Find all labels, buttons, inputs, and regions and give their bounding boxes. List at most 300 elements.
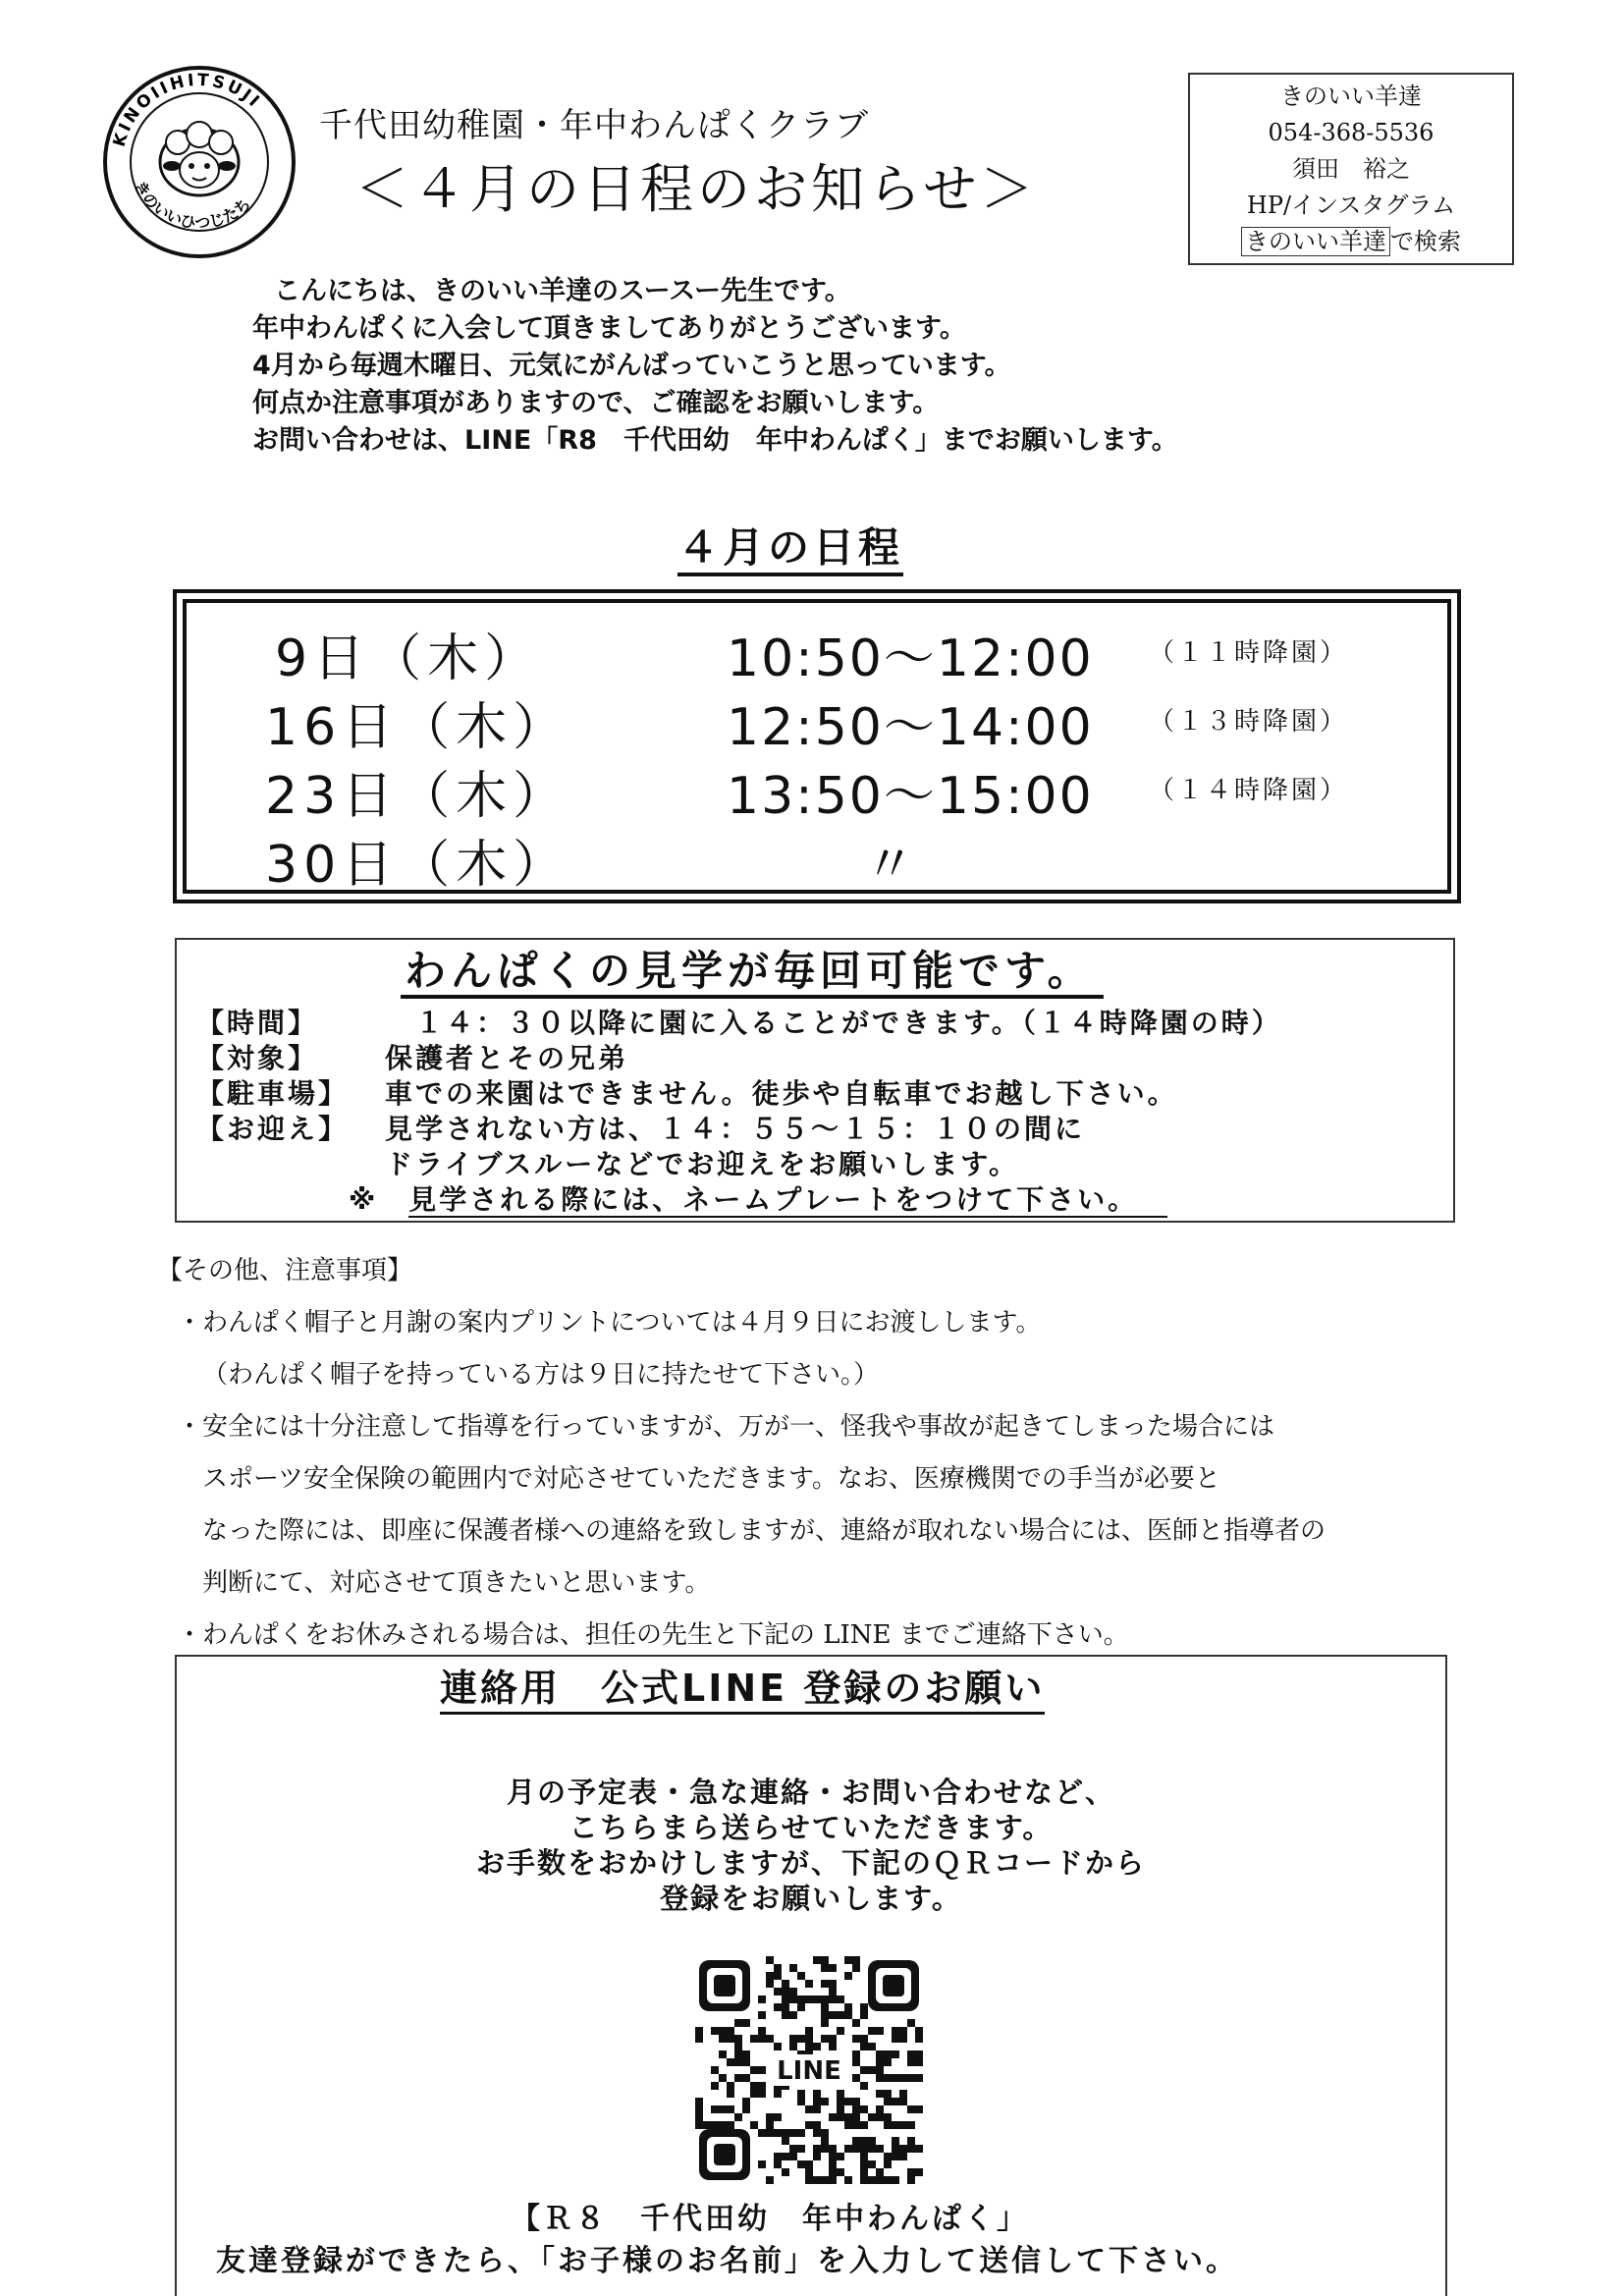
contact-name: きのいい羊達 (1280, 82, 1422, 110)
qr-module (915, 2027, 923, 2035)
qr-module (860, 2043, 868, 2050)
qr-module (876, 2027, 884, 2035)
qr-module (789, 2153, 797, 2160)
qr-module (899, 2027, 907, 2035)
visit-note-text: 見学される際には、ネームプレートをつけて下さい。 (408, 1183, 1167, 1218)
qr-module (868, 2043, 876, 2050)
qr-module (868, 2066, 876, 2074)
contact-hp: HP/インスタグラム (1246, 191, 1456, 219)
qr-module (860, 2160, 868, 2168)
visit-text: 見学されない方は、１４：５５〜１５：１０の間に (385, 1113, 1086, 1145)
qr-module (829, 1980, 837, 1988)
qr-module (884, 2160, 892, 2168)
qr-module (782, 2003, 789, 2011)
qr-module (774, 1964, 782, 1972)
qr-module (860, 2121, 868, 2129)
qr-module (899, 2090, 907, 2098)
qr-module (829, 2035, 837, 2043)
qr-module (727, 2058, 734, 2066)
schedule-note: （１４時降園） (1149, 776, 1349, 805)
qr-module (789, 2011, 797, 2019)
visit-title: わんぱくの見学が毎回可能です。 (401, 948, 1104, 999)
search-keyword: きのいい羊達 (1241, 227, 1390, 256)
qr-module (821, 2011, 829, 2019)
qr-module (711, 2066, 719, 2074)
qr-module (915, 2145, 923, 2153)
qr-code[interactable] (695, 1956, 923, 2184)
visit-label: 【駐車場】 (196, 1077, 350, 1110)
qr-module (821, 2035, 829, 2043)
qr-module (782, 2137, 789, 2145)
qr-module (892, 2145, 899, 2153)
qr-module (892, 2027, 899, 2035)
visit-row (196, 1037, 628, 1076)
qr-module (829, 1988, 837, 1995)
qr-module (907, 2050, 915, 2058)
qr-module (789, 2145, 797, 2153)
qr-module (766, 2176, 774, 2184)
qr-module (884, 2058, 892, 2066)
qr-module (899, 2074, 907, 2082)
qr-module (860, 2003, 868, 2011)
qr-module (727, 2082, 734, 2090)
line-account-name: 【Ｒ８ 千代田幼 年中わんぱく」 (511, 2202, 1029, 2236)
qr-module (821, 2145, 829, 2153)
qr-module (868, 2137, 876, 2145)
qr-module (884, 2098, 892, 2105)
qr-module (774, 2043, 782, 2050)
qr-module (852, 1964, 860, 1972)
contact-phone: 054-368-5536 (1268, 119, 1435, 146)
qr-module (805, 2121, 813, 2129)
visit-text: 保護者とその兄弟 (385, 1042, 629, 1074)
notes-heading: 【その他、注意事項】 (157, 1256, 413, 1285)
line-text-line: 月の予定表・急な連絡・お問い合わせなど、 (506, 1776, 1115, 1809)
qr-module (766, 1956, 774, 1964)
intro-line: お問い合わせは、LINE「R8 千代田幼 年中わんぱく」までお願いします。 (252, 425, 1178, 456)
qr-module (797, 2129, 805, 2137)
qr-module (821, 2129, 829, 2137)
qr-module (868, 2113, 876, 2121)
qr-module (852, 2145, 860, 2153)
visit-text: 車での来園はできません。徒歩や自転車でお越し下さい。 (385, 1077, 1178, 1110)
qr-module (711, 2027, 719, 2035)
qr-module (805, 2027, 813, 2035)
qr-module (774, 2090, 782, 2098)
qr-module (727, 2027, 734, 2035)
contact-person: 須田 裕之 (1292, 155, 1410, 183)
qr-module (884, 2074, 892, 2082)
qr-module (750, 2121, 758, 2129)
qr-module (758, 1995, 766, 2003)
qr-module (852, 2019, 860, 2027)
qr-module (907, 2019, 915, 2027)
qr-module (789, 2035, 797, 2043)
qr-module (852, 2113, 860, 2121)
qr-module (860, 2066, 868, 2074)
qr-module (829, 2160, 837, 2168)
qr-module (868, 2160, 876, 2168)
qr-module (782, 1988, 789, 1995)
qr-module (813, 2176, 821, 2184)
qr-module (899, 2153, 907, 2160)
qr-module (899, 2098, 907, 2105)
qr-module (829, 2113, 837, 2121)
qr-module (727, 2035, 734, 2043)
qr-module (695, 2035, 703, 2043)
qr-module (860, 2105, 868, 2113)
qr-module (805, 2035, 813, 2043)
intro-line: こんにちは、きのいい羊達のスースー先生です。 (274, 276, 851, 306)
qr-module (892, 2137, 899, 2145)
qr-module (860, 2176, 868, 2184)
qr-module (829, 2168, 837, 2176)
schedule-time: 〃 (864, 836, 918, 895)
qr-module (837, 2105, 844, 2113)
line-register-box (175, 1655, 1447, 2296)
school-name: 千代田幼稚園・年中わんぱくクラブ (319, 106, 869, 145)
qr-module (884, 2050, 892, 2058)
qr-module (884, 2121, 892, 2129)
qr-module (774, 2003, 782, 2011)
qr-module (868, 2176, 876, 2184)
qr-module (758, 2066, 766, 2074)
qr-module (876, 2058, 884, 2066)
schedule-box (173, 589, 1461, 903)
qr-module (774, 2153, 782, 2160)
qr-module (844, 2003, 852, 2011)
qr-module (797, 2035, 805, 2043)
schedule-row (187, 685, 1447, 757)
qr-module (844, 2121, 852, 2129)
qr-module (734, 2113, 742, 2121)
qr-module (899, 2121, 907, 2129)
schedule-title: ４月の日程 (677, 523, 903, 576)
visit-text: １４：３０以降に園に入ることができます。（１４時降園の時） (385, 1007, 1282, 1039)
qr-module (829, 2043, 837, 2050)
schedule-inner (183, 599, 1451, 894)
qr-module (852, 1956, 860, 1964)
qr-module (813, 2153, 821, 2160)
qr-module (821, 1995, 829, 2003)
notes-line: 判断にて、対応させて頂きたいと思います。 (202, 1568, 711, 1598)
qr-module (915, 2058, 923, 2066)
qr-module (734, 2035, 742, 2043)
qr-module (837, 2113, 844, 2121)
qr-module (813, 2098, 821, 2105)
logo (101, 64, 298, 260)
qr-module (719, 2074, 727, 2082)
notes-line: ・安全には十分注意して指導を行っていますが、万が一、怪我や事故が起きてしまった場合には (177, 1412, 1275, 1442)
schedule-note: （１３時降園） (1149, 707, 1349, 737)
qr-module (789, 1995, 797, 2003)
schedule-date: 23日（木） (265, 767, 570, 826)
qr-module (695, 2121, 703, 2129)
line-text-line: 登録をお願いします。 (660, 1882, 962, 1915)
qr-module (821, 2137, 829, 2145)
qr-module (719, 2027, 727, 2035)
line-title: 連絡用 公式LINE 登録のお願い (440, 1665, 1045, 1715)
qr-module (837, 1995, 844, 2003)
qr-module (805, 2160, 813, 2168)
notes-line: （わんぱく帽子を持っている方は９日に持たせて下さい。） (202, 1360, 880, 1390)
qr-module (829, 2145, 837, 2153)
qr-module (774, 1972, 782, 1980)
qr-module (892, 2176, 899, 2184)
qr-module (766, 2121, 774, 2129)
search-suffix: で検索 (1390, 228, 1461, 255)
qr-module (797, 2160, 805, 2168)
qr-module (789, 1988, 797, 1995)
qr-module (876, 2176, 884, 2184)
line-instruction: 友達登録ができたら、「お子様のお名前」を入力して送信して下さい。 (216, 2244, 1238, 2278)
qr-module (742, 2074, 750, 2082)
qr-module (695, 2027, 703, 2035)
line-text-line: こちらまら送らせていただきます。 (568, 1811, 1054, 1844)
qr-module (852, 2074, 860, 2082)
qr-module (766, 2129, 774, 2137)
qr-module (758, 2082, 766, 2090)
schedule-date: 9日（木） (275, 629, 542, 688)
qr-module (892, 2153, 899, 2160)
visit-row (196, 1002, 1282, 1041)
qr-module (860, 2011, 868, 2019)
qr-module (884, 2113, 892, 2121)
qr-module (829, 1964, 837, 1972)
qr-module (821, 1964, 829, 1972)
qr-module (844, 1956, 852, 1964)
qr-module (892, 2050, 899, 2058)
qr-module (782, 2153, 789, 2160)
note-mark: ※ (349, 1183, 379, 1216)
qr-module (797, 2145, 805, 2153)
qr-module (782, 1995, 789, 2003)
qr-module (852, 2121, 860, 2129)
schedule-date: 30日（木） (265, 836, 570, 895)
qr-module (734, 2058, 742, 2066)
qr-module (837, 2027, 844, 2035)
qr-module (711, 2082, 719, 2090)
qr-module (782, 2129, 789, 2137)
intro-line: 何点か注意事項がありますので、ご確認をお願いします。 (252, 388, 940, 418)
qr-module (734, 2074, 742, 2082)
notes-line: ・わんぱくをお休みされる場合は、担任の先生と下記の LINE までご連絡下さい。 (177, 1620, 1129, 1650)
qr-module (915, 2105, 923, 2113)
qr-module (789, 2129, 797, 2137)
qr-module (837, 2168, 844, 2176)
qr-module (884, 2153, 892, 2160)
qr-module (797, 1972, 805, 1980)
qr-module (899, 2035, 907, 2043)
qr-module (852, 2098, 860, 2105)
schedule-row (187, 754, 1447, 826)
qr-module (907, 2168, 915, 2176)
visit-note (349, 1178, 1167, 1218)
qr-finder (699, 1960, 750, 2011)
qr-module (907, 2176, 915, 2184)
qr-module (844, 2145, 852, 2153)
qr-module (750, 2090, 758, 2098)
qr-module (774, 2160, 782, 2168)
qr-module (876, 2074, 884, 2082)
qr-module (907, 2121, 915, 2129)
qr-module (782, 1980, 789, 1988)
qr-module (734, 2050, 742, 2058)
qr-module (821, 2176, 829, 2184)
qr-module (829, 2011, 837, 2019)
sheep-icon (160, 122, 239, 195)
visit-row (196, 1143, 1019, 1182)
notes-line: なった際には、即座に保護者様への連絡を致しますが、連絡が取れない場合には、医師と指導者の (202, 1516, 1326, 1546)
qr-module (719, 2035, 727, 2043)
qr-module (884, 2176, 892, 2184)
qr-module (805, 2043, 813, 2050)
notes-line: ・わんぱく帽子と月謝の案内プリントについては４月９日にお渡しします。 (177, 1308, 1042, 1338)
qr-module (844, 1972, 852, 1980)
qr-module (821, 2019, 829, 2027)
qr-module (852, 2105, 860, 2113)
qr-module (915, 2050, 923, 2058)
page-title: ＜４月の日程のお知らせ＞ (355, 158, 1038, 220)
visit-label: 【対象】 (196, 1042, 319, 1074)
qr-module (750, 2066, 758, 2074)
qr-module (789, 2043, 797, 2050)
qr-module (719, 2105, 727, 2113)
qr-module (821, 1956, 829, 1964)
visit-label: 【お迎え】 (196, 1113, 350, 1145)
qr-module (829, 1995, 837, 2003)
qr-module (734, 2043, 742, 2050)
line-text-line: お手数をおかけしますが、下記のＱＲコードから (475, 1846, 1146, 1880)
schedule-time: 13:50〜15:00 (727, 767, 1094, 826)
qr-module (789, 1964, 797, 1972)
qr-module (892, 2098, 899, 2105)
qr-module (813, 2129, 821, 2137)
qr-module (876, 2168, 884, 2176)
contact-box (1188, 73, 1514, 265)
qr-module (837, 2153, 844, 2160)
qr-module (719, 2050, 727, 2058)
qr-module (774, 2113, 782, 2121)
schedule-row (187, 617, 1447, 688)
qr-module (852, 2058, 860, 2066)
qr-module (844, 2176, 852, 2184)
qr-module (837, 2011, 844, 2019)
qr-module (813, 2043, 821, 2050)
qr-module (821, 2003, 829, 2011)
notes-line: スポーツ安全保険の範囲内で対応させていただきます。なお、医療機関での手当が必要と (202, 1464, 1220, 1494)
logo-text-top: KINOIIHITSUJI (109, 70, 265, 149)
qr-module (695, 2105, 703, 2113)
qr-module (758, 2011, 766, 2019)
qr-module (711, 2105, 719, 2113)
qr-module (844, 2098, 852, 2105)
qr-module (860, 2035, 868, 2043)
qr-module (766, 2035, 774, 2043)
qr-module (876, 2066, 884, 2074)
qr-module (805, 1995, 813, 2003)
qr-module (805, 2105, 813, 2113)
qr-module (742, 2098, 750, 2105)
qr-module (915, 2168, 923, 2176)
qr-module (892, 2074, 899, 2082)
qr-module (852, 2050, 860, 2058)
qr-module (766, 1972, 774, 1980)
qr-module (758, 2129, 766, 2137)
qr-module (868, 2145, 876, 2153)
qr-module (727, 2090, 734, 2098)
schedule-time: 10:50〜12:00 (727, 629, 1094, 688)
qr-module (797, 2090, 805, 2098)
qr-module (813, 2105, 821, 2113)
qr-module (907, 2058, 915, 2066)
qr-module (852, 2035, 860, 2043)
visit-box (175, 938, 1455, 1223)
qr-module (758, 2027, 766, 2035)
qr-module (860, 2145, 868, 2153)
qr-module (852, 2137, 860, 2145)
qr-module (915, 2035, 923, 2043)
qr-module (915, 2074, 923, 2082)
qr-module (758, 2090, 766, 2098)
qr-module (884, 2090, 892, 2098)
qr-module (805, 1980, 813, 1988)
schedule-note: （１１時降園） (1149, 638, 1349, 668)
qr-module (750, 2035, 758, 2043)
contact-search (1190, 224, 1512, 260)
qr-module (813, 1956, 821, 1964)
qr-module (797, 2098, 805, 2105)
qr-module (876, 2113, 884, 2121)
qr-module (892, 2035, 899, 2043)
qr-module (868, 2027, 876, 2035)
qr-module (829, 2153, 837, 2160)
qr-module (860, 2153, 868, 2160)
qr-module (797, 2003, 805, 2011)
qr-module (813, 1995, 821, 2003)
qr-module (821, 1980, 829, 1988)
schedule-date: 16日（木） (265, 698, 570, 757)
qr-module (758, 2035, 766, 2043)
visit-row (196, 1072, 1178, 1112)
qr-finder (868, 1960, 919, 2011)
qr-module (876, 2090, 884, 2098)
qr-module (860, 2137, 868, 2145)
qr-module (829, 2176, 837, 2184)
visit-label: 【時間】 (196, 1007, 319, 1039)
qr-module (782, 2011, 789, 2019)
qr-module (860, 2082, 868, 2090)
qr-module (837, 2098, 844, 2105)
qr-module (774, 1988, 782, 1995)
qr-module (742, 2058, 750, 2066)
qr-finder (699, 2129, 750, 2180)
notes-section (157, 1245, 1326, 1662)
qr-module (734, 2019, 742, 2027)
qr-module (844, 2011, 852, 2019)
logo-text-bottom: きのいいひつじたち (130, 177, 255, 233)
qr-module (774, 2129, 782, 2137)
qr-module (742, 2050, 750, 2058)
qr-module (727, 2105, 734, 2113)
line-description (177, 1775, 1445, 1916)
intro-line: 4月から毎週木曜日、元気にがんばっていこうと思っています。 (252, 351, 1011, 381)
visit-row (196, 1108, 1085, 1147)
qr-module (719, 2121, 727, 2129)
visit-text: ドライブスルーなどでお迎えをお願いします。 (385, 1148, 1019, 1180)
qr-module (766, 2113, 774, 2121)
qr-module (813, 2090, 821, 2098)
